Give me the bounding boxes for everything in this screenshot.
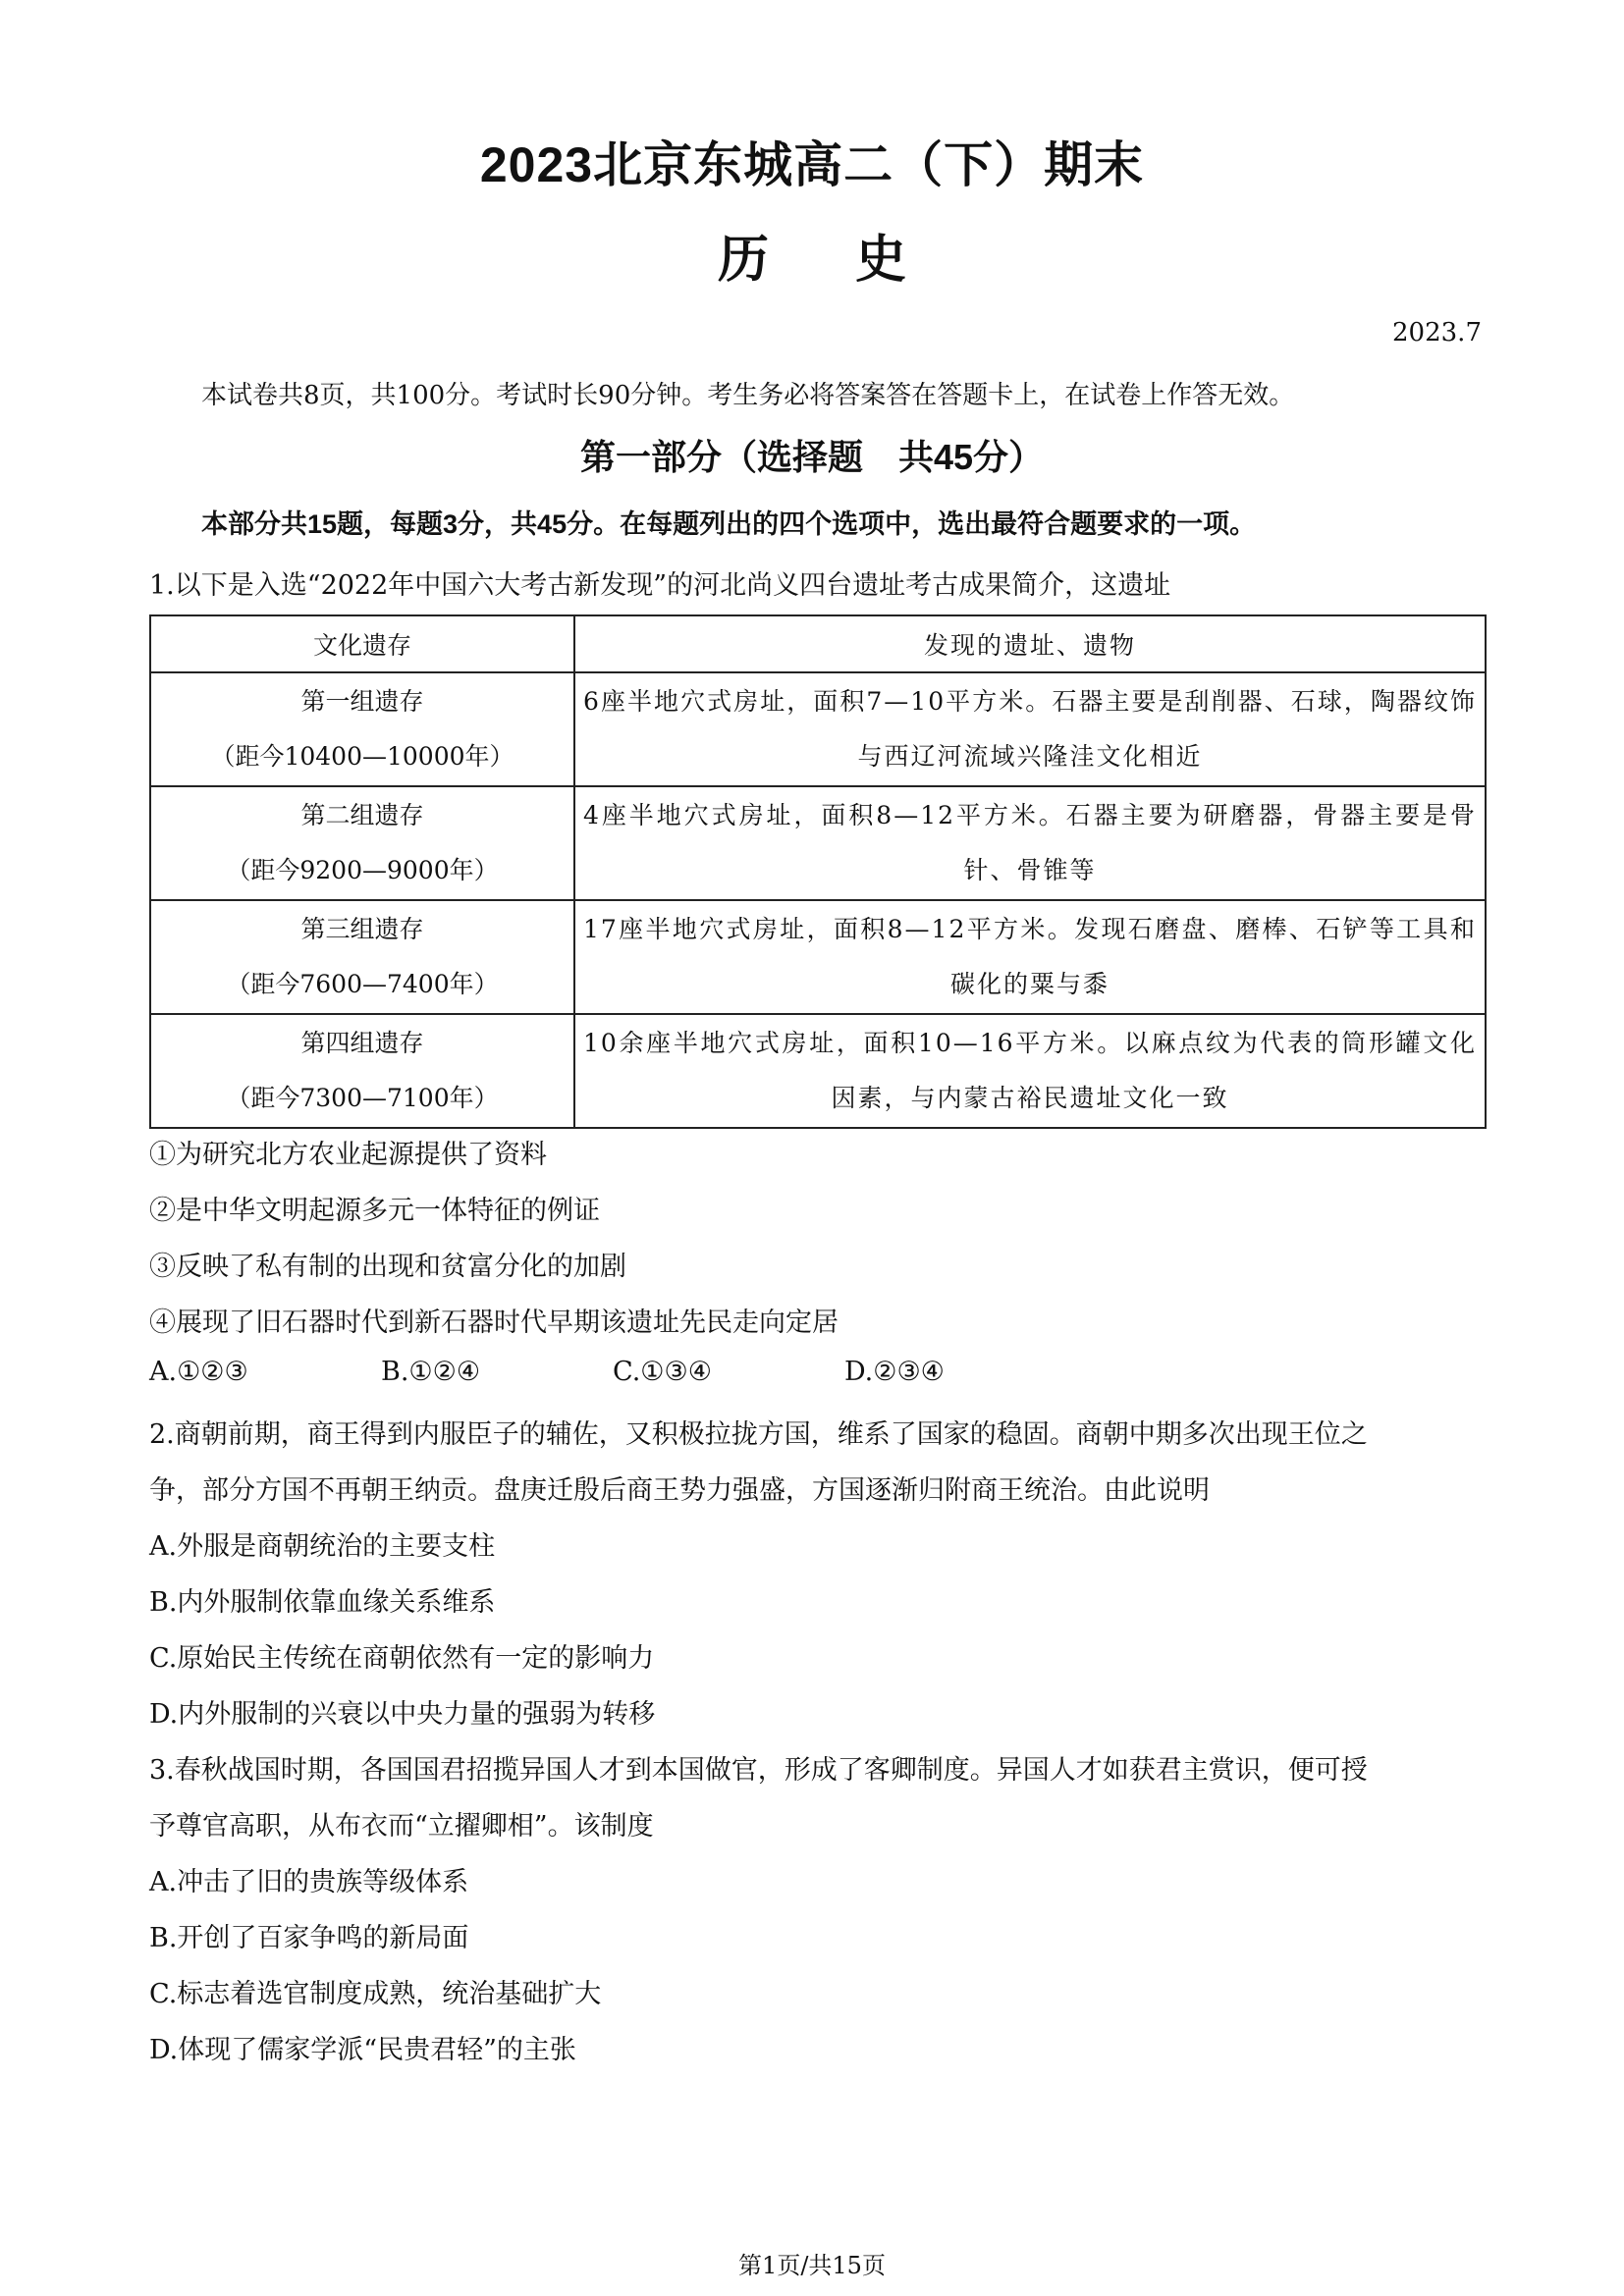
table-cell-group xyxy=(150,672,574,786)
q1-options xyxy=(149,1357,1076,1387)
q3-stem-line-1: 3.春秋战国时期，各国国君招揽异国人才到本国做官，形成了客卿制度。异国人才如获君主赏识，便可授 xyxy=(149,1755,1368,1786)
part-instruction: 本部分共15题，每题3分，共45分。在每题列出的四个选项中，选出最符合题要求的一项。 xyxy=(201,509,1257,539)
q3-option-a: A.冲击了旧的贵族等级体系 xyxy=(149,1867,469,1897)
q2-stem-line-2: 争，部分方国不再朝王纳贡。盘庚迁殷后商王势力强盛，方国逐渐归附商王统治。由此说明 xyxy=(149,1475,1210,1506)
table-cell-finds: 10余座半地穴式房址，面积10—16平方米。以麻点纹为代表的筒形罐文化因素，与内蒙古裕民遗址文化一致 xyxy=(574,1014,1486,1128)
q2-option-b: B.内外服制依靠血缘关系维系 xyxy=(149,1587,496,1618)
group-name: 第三组遗存 xyxy=(300,915,424,943)
q1-statement-3: ③反映了私有制的出现和贫富分化的加剧 xyxy=(149,1252,626,1282)
table-row xyxy=(150,1014,1486,1128)
q1-table xyxy=(149,614,1487,1129)
q1-option-c: C.①③④ xyxy=(613,1357,712,1387)
exam-title: 2023北京东城高二（下）期末 xyxy=(479,137,1145,192)
table-header-finds: 发现的遗址、遗物 xyxy=(574,615,1486,672)
table-cell-group xyxy=(150,900,574,1014)
table-cell-finds: 6座半地穴式房址，面积7—10平方米。石器主要是刮削器、石球，陶器纹饰与西辽河流域兴隆洼文化相近 xyxy=(574,672,1486,786)
table-row xyxy=(150,900,1486,1014)
q3-option-d: D.体现了儒家学派“民贵君轻”的主张 xyxy=(149,2035,576,2065)
q2-option-c: C.原始民主传统在商朝依然有一定的影响力 xyxy=(149,1643,655,1674)
table-row xyxy=(150,786,1486,900)
q1-statement-2: ②是中华文明起源多元一体特征的例证 xyxy=(149,1196,600,1226)
q1-statement-4: ④展现了旧石器时代到新石器时代早期该遗址先民走向定居 xyxy=(149,1308,839,1338)
exam-date: 2023.7 xyxy=(1392,318,1482,347)
table-row xyxy=(150,672,1486,786)
q3-option-c: C.标志着选官制度成熟，统治基础扩大 xyxy=(149,1979,602,2009)
q2-stem-line-1: 2.商朝前期，商王得到内服臣子的辅佐，又积极拉拢方国，维系了国家的稳固。商朝中期多次出现王位之 xyxy=(149,1419,1368,1450)
exam-notice: 本试卷共8页，共100分。考试时长90分钟。考生务必将答案答在答题卡上，在试卷上作答无效。 xyxy=(201,381,1295,410)
q3-option-b: B.开创了百家争鸣的新局面 xyxy=(149,1923,469,1953)
q2-option-d: D.内外服制的兴衰以中央力量的强弱为转移 xyxy=(149,1699,656,1730)
group-name: 第四组遗存 xyxy=(300,1029,424,1057)
part-title: 第一部分（选择题 共45分） xyxy=(579,437,1045,477)
group-name: 第一组遗存 xyxy=(300,687,424,716)
group-period: （距今7600—7400年） xyxy=(226,970,499,998)
q1-option-a: A.①②③ xyxy=(149,1357,248,1387)
group-period: （距今10400—10000年） xyxy=(210,742,514,771)
q1-stem: 1.以下是入选“2022年中国六大考古新发现”的河北尚义四台遗址考古成果简介，这遗址 xyxy=(149,570,1171,601)
group-period: （距今7300—7100年） xyxy=(226,1084,499,1112)
page-number: 第1页/共15页 xyxy=(738,2252,886,2279)
table-header-culture: 文化遗存 xyxy=(150,615,574,672)
q3-stem-line-2: 予尊官高职，从布衣而“立擢卿相”。该制度 xyxy=(149,1811,654,1842)
q1-option-d: D.②③④ xyxy=(844,1357,945,1387)
table-cell-group xyxy=(150,1014,574,1128)
q1-option-b: B.①②④ xyxy=(381,1357,481,1387)
q1-statement-1: ①为研究北方农业起源提供了资料 xyxy=(149,1140,547,1170)
table-cell-finds: 17座半地穴式房址，面积8—12平方米。发现石磨盘、磨棒、石铲等工具和碳化的粟与黍 xyxy=(574,900,1486,1014)
table-cell-finds: 4座半地穴式房址，面积8—12平方米。石器主要为研磨器，骨器主要是骨针、骨锥等 xyxy=(574,786,1486,900)
group-period: （距今9200—9000年） xyxy=(226,856,499,884)
subject-title: 历史 xyxy=(717,232,993,289)
table-cell-group xyxy=(150,786,574,900)
group-name: 第二组遗存 xyxy=(300,801,424,829)
q2-option-a: A.外服是商朝统治的主要支柱 xyxy=(149,1531,496,1562)
table-header-row xyxy=(150,615,1486,672)
